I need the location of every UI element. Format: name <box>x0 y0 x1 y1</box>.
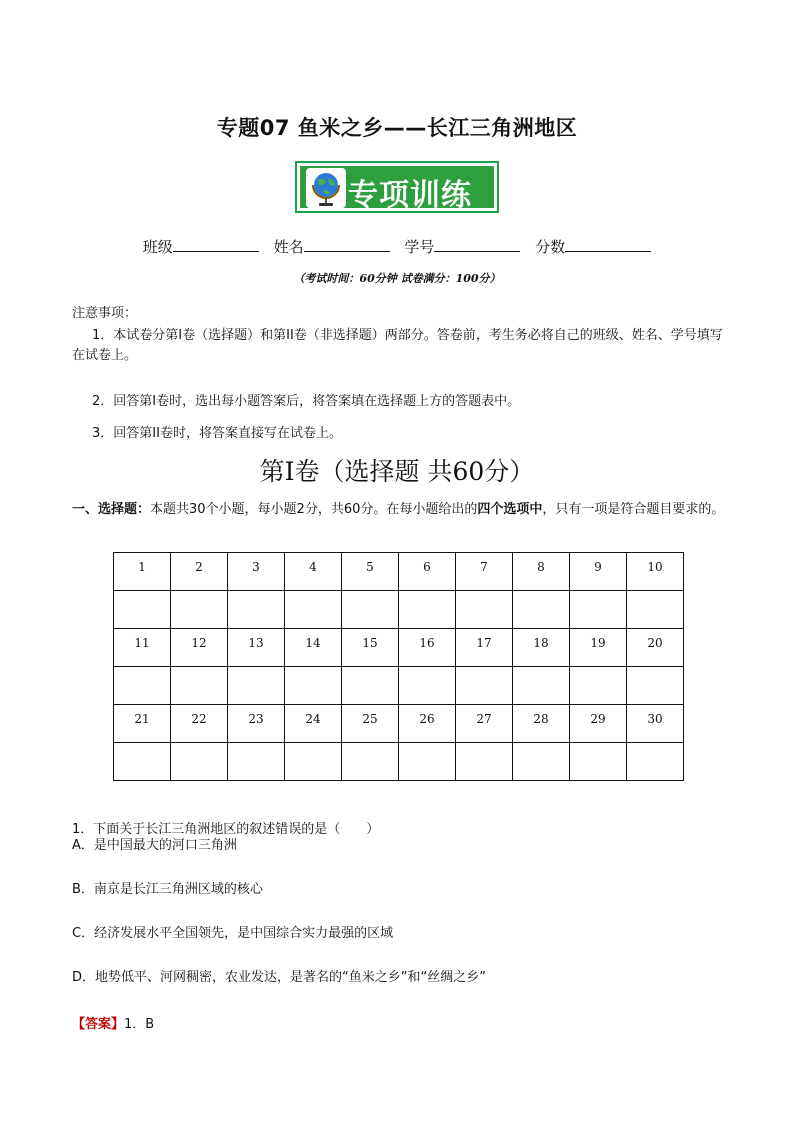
question-number: 3 <box>252 560 260 574</box>
note-item: 1．本试卷分第I卷（选择题）和第II卷（非选择题）两部分。答卷前，考生务必将自己的班级、姓名、学号填写在试卷上。 <box>72 328 723 363</box>
answer-label: 【答案】 <box>72 1017 125 1032</box>
question-number: 15 <box>362 636 378 650</box>
question-number: 11 <box>134 636 150 650</box>
question-number: 28 <box>533 712 549 726</box>
name-field[interactable]: 姓名 <box>274 236 390 257</box>
grid-number-cell <box>627 629 684 667</box>
grid-number-cell <box>513 629 570 667</box>
grid-number-cell <box>171 629 228 667</box>
question-number: 25 <box>362 712 378 726</box>
answer-cell[interactable] <box>456 591 513 629</box>
grid-answer-row <box>114 591 684 629</box>
grid-number-cell <box>114 553 171 591</box>
class-field[interactable]: 班级 <box>143 236 259 257</box>
grid-number-cell <box>285 705 342 743</box>
student-info-fields <box>0 236 794 257</box>
answer-cell[interactable] <box>513 591 570 629</box>
question-option[interactable]: C．经济发展水平全国领先，是中国综合实力最强的区域 <box>72 926 394 941</box>
question-number: 17 <box>476 636 492 650</box>
section-title: 第I卷（选择题 共60分） <box>259 457 535 486</box>
answer-cell[interactable] <box>627 591 684 629</box>
grid-number-row <box>114 629 684 667</box>
answer-cell[interactable] <box>513 743 570 781</box>
class-blank[interactable] <box>173 236 259 252</box>
answer-cell[interactable] <box>570 667 627 705</box>
answer-cell[interactable] <box>399 667 456 705</box>
topic-banner <box>295 161 499 213</box>
question-number: 13 <box>248 636 264 650</box>
section-instructions: 一、选择题：本题共30个小题，每小题2分，共60分。在每小题给出的四个选项中，只有一项是符合题目要求的。 <box>72 502 725 517</box>
answer-cell[interactable] <box>342 743 399 781</box>
question-number: 14 <box>305 636 321 650</box>
grid-number-cell <box>171 553 228 591</box>
question-number: 27 <box>476 712 492 726</box>
grid-number-cell <box>114 705 171 743</box>
grid-number-cell <box>513 705 570 743</box>
answer-cell[interactable] <box>114 591 171 629</box>
answer-cell[interactable] <box>399 743 456 781</box>
grid-number-cell <box>570 705 627 743</box>
question-number: 10 <box>647 560 663 574</box>
question-option[interactable]: A．是中国最大的河口三角洲 <box>72 838 237 853</box>
score-field[interactable]: 分数 <box>535 236 651 257</box>
grid-number-cell <box>285 629 342 667</box>
answer-grid <box>113 552 684 781</box>
exam-info: （考试时间：60分钟 试卷满分：100分） <box>293 272 501 285</box>
answer-cell[interactable] <box>627 743 684 781</box>
answer-cell[interactable] <box>456 667 513 705</box>
grid-number-row <box>114 705 684 743</box>
grid-number-cell <box>399 629 456 667</box>
grid-answer-row <box>114 743 684 781</box>
note-item: 2．回答第I卷时，选出每小题答案后，将答案填在选择题上方的答题表中。 <box>92 394 521 409</box>
grid-number-cell <box>399 705 456 743</box>
student-id-blank[interactable] <box>434 236 520 252</box>
answer-cell[interactable] <box>570 743 627 781</box>
grid-number-cell <box>627 705 684 743</box>
grid-number-cell <box>627 553 684 591</box>
question-number: 7 <box>480 560 488 574</box>
grid-number-cell <box>171 705 228 743</box>
question-number: 16 <box>419 636 435 650</box>
answer-cell[interactable] <box>285 667 342 705</box>
answer-cell[interactable] <box>342 591 399 629</box>
answer-cell[interactable] <box>342 667 399 705</box>
grid-number-cell <box>228 705 285 743</box>
grid-number-cell <box>285 553 342 591</box>
answer-cell[interactable] <box>114 667 171 705</box>
name-blank[interactable] <box>304 236 390 252</box>
grid-number-cell <box>228 553 285 591</box>
question-number: 24 <box>305 712 321 726</box>
answer-line <box>72 1013 154 1032</box>
student-id-field[interactable]: 学号 <box>404 236 520 257</box>
question-option[interactable]: D．地势低平、河网稠密，农业发达，是著名的“鱼米之乡”和“丝绸之乡” <box>72 970 486 985</box>
question-number: 21 <box>134 712 150 726</box>
question-number: 8 <box>537 560 545 574</box>
question-number: 1 <box>138 560 146 574</box>
page-title: 专题07 鱼米之乡——长江三角洲地区 <box>216 116 578 140</box>
answer-cell[interactable] <box>399 591 456 629</box>
grid-number-cell <box>456 629 513 667</box>
answer-cell[interactable] <box>228 667 285 705</box>
question-number: 4 <box>309 560 317 574</box>
score-blank[interactable] <box>565 236 651 252</box>
question-number: 12 <box>191 636 207 650</box>
question-number: 6 <box>423 560 431 574</box>
question-number: 22 <box>191 712 207 726</box>
answer-cell[interactable] <box>285 743 342 781</box>
question-number: 2 <box>195 560 203 574</box>
grid-number-cell <box>456 553 513 591</box>
grid-number-row <box>114 553 684 591</box>
question-number: 18 <box>533 636 549 650</box>
answer-cell[interactable] <box>627 667 684 705</box>
grid-number-cell <box>570 553 627 591</box>
answer-cell[interactable] <box>456 743 513 781</box>
grid-number-cell <box>114 629 171 667</box>
answer-cell[interactable] <box>171 591 228 629</box>
answer-value: 1．B <box>124 1017 155 1032</box>
question-number: 23 <box>248 712 264 726</box>
question-number: 26 <box>419 712 435 726</box>
answer-cell[interactable] <box>570 591 627 629</box>
grid-number-cell <box>513 553 570 591</box>
notes-title: 注意事项： <box>72 306 138 321</box>
grid-number-cell <box>570 629 627 667</box>
grid-number-cell <box>399 553 456 591</box>
note-item: 3．回答第II卷时，将答案直接写在试卷上。 <box>92 426 342 441</box>
grid-number-cell <box>342 705 399 743</box>
question-number: 9 <box>594 560 602 574</box>
grid-number-cell <box>342 629 399 667</box>
grid-number-cell <box>342 553 399 591</box>
question-number: 5 <box>366 560 374 574</box>
grid-number-cell <box>228 629 285 667</box>
answer-cell[interactable] <box>285 591 342 629</box>
question-number: 30 <box>647 712 663 726</box>
question-number: 19 <box>590 636 606 650</box>
question-option[interactable]: B．南京是长江三角洲区域的核心 <box>72 882 263 897</box>
answer-cell[interactable] <box>171 667 228 705</box>
question-number: 29 <box>590 712 606 726</box>
banner-text: 专项训练 <box>348 178 472 213</box>
grid-answer-row <box>114 667 684 705</box>
answer-cell[interactable] <box>114 743 171 781</box>
grid-number-cell <box>456 705 513 743</box>
question-stem: 1．下面关于长江三角洲地区的叙述错误的是（ ） <box>72 822 380 837</box>
answer-cell[interactable] <box>228 591 285 629</box>
question-number: 20 <box>647 636 663 650</box>
answer-cell[interactable] <box>513 667 570 705</box>
globe-icon <box>306 168 346 208</box>
answer-cell[interactable] <box>228 743 285 781</box>
answer-cell[interactable] <box>171 743 228 781</box>
